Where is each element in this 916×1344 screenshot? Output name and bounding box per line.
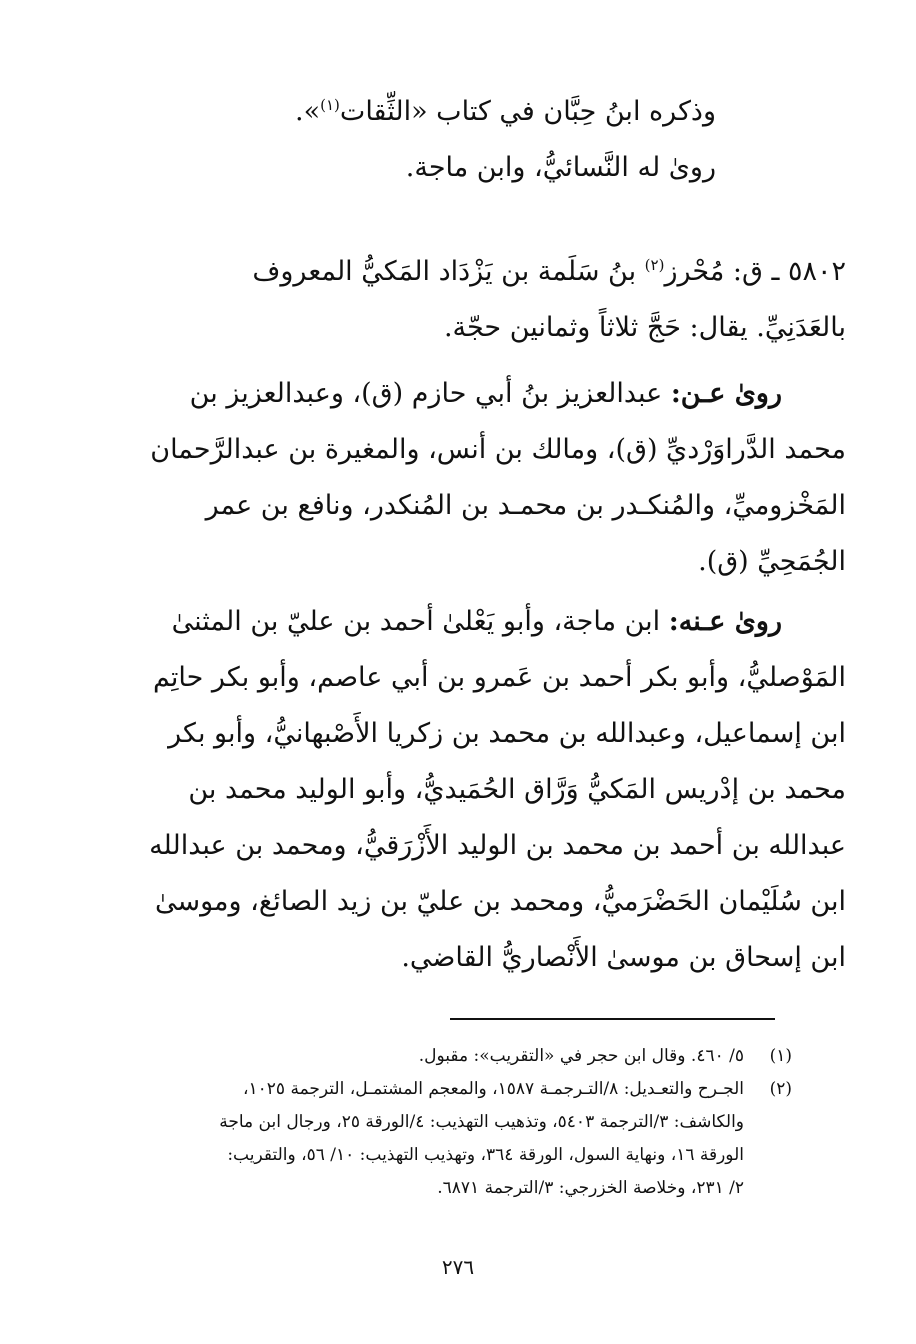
intro-line-tail: ». [295, 96, 321, 127]
footnote-body [72, 1073, 744, 1205]
rawa-anhu-line: عبدالله بن أحمد بن محمد بن الوليد الأَزْرَقيُّ، ومحمد بن عبدالله [149, 830, 846, 861]
rawa-anhu-line: المَوْصليُّ، وأبو بكر أحمد بن عَمرو بن أبي عاصم، وأبو بكر حاتِم [152, 662, 846, 693]
footnote-item [72, 1040, 792, 1073]
rawa-an-line: المَخْزوميِّ، والمُنكـدر بن محمـد بن المُنكدر، ونافع بن عمر [205, 490, 846, 521]
footnote-line: الجـرح والتعـديل: ٨/التـرجمـة ١٥٨٧، والمعجم المشتمـل، الترجمة ١٠٢٥، [243, 1079, 744, 1099]
footnote-line: الورقة ١٦، ونهاية السول، الورقة ٣٦٤، وتهذيب التهذيب: ١٠/ ٥٦، والتقريب: [227, 1145, 744, 1165]
rawa-anhu-line [66, 594, 846, 650]
footnote-number: (٢) [769, 1079, 792, 1099]
intro-line: رویٰ له النَّسائيُّ، وابن ماجة. [405, 152, 716, 183]
footnote-ref: (١) [320, 96, 340, 114]
rawa-anhu-section [66, 594, 846, 986]
rawa-anhu-line: ابن إسحاق بن موسىٰ الأَنْصاريُّ القاضي. [401, 942, 846, 973]
footnote-ref: (٢) [644, 256, 665, 274]
rawa-an-line [66, 366, 846, 422]
entry-number-name: ٥٨٠٢ ـ ق: مُحْرز [664, 256, 846, 287]
footnote-line: ٥/ ٤٦٠. وقال ابن حجر في «التقريب»: مقبول. [418, 1046, 744, 1066]
entry-heading [66, 244, 846, 356]
entry-heading-tail: بنُ سَلَمة بن يَزْدَاد المَكيُّ المعروف [252, 256, 645, 287]
footnotes [72, 1040, 792, 1205]
intro-line-text: وذكره ابنُ حِبَّان في كتاب «الثِّقات [339, 96, 716, 127]
rawa-anhu-text: ابن ماجة، وأبو يَعْلىٰ أحمد بن عليّ بن المثنىٰ [171, 606, 669, 637]
intro-line [196, 84, 716, 140]
rawa-anhu-line: محمد بن إدْريس المَكيُّ وَرَّاق الحُمَيديُّ، وأبو الوليد محمد بن [188, 774, 846, 805]
footnote-line: والكاشف: ٣/الترجمة ٥٤٠٣، وتذهيب التهذيب: ٤/الورقة ٢٥، ورجال ابن ماجة [219, 1112, 744, 1132]
rawa-an-line: محمد الدَّراوَرْديِّ (ق)، ومالك بن أنس، والمغيرة بن عبدالرَّحمان [150, 434, 846, 465]
rawa-an-text: عبدالعزيز بنُ أبي حازم (ق)، وعبدالعزيز بن [189, 378, 671, 409]
rawa-an-section [66, 366, 846, 590]
rawa-anhu-line: ابن إسماعيل، وعبدالله بن محمد بن زكريا الأَصْبهانيُّ، وأبو بكر [168, 718, 846, 749]
footnote-number: (١) [769, 1046, 792, 1066]
entry-heading-line [66, 244, 846, 300]
rawa-anhu-line: ابن سُلَيْمان الحَضْرَميُّ، ومحمد بن عليّ بن زيد الصائغ، وموسىٰ [154, 886, 846, 917]
footnote-body [72, 1040, 744, 1073]
footnote-separator [450, 1018, 775, 1020]
rawa-an-label: روىٰ عـن: [670, 378, 782, 409]
footnote-item [72, 1073, 792, 1205]
entry-heading-line: بالعَدَنِيِّ. يقال: حَجَّ ثلاثاً وثمانين حجّة. [443, 312, 846, 343]
intro-paragraph [196, 84, 716, 196]
rawa-anhu-label: روىٰ عـنه: [668, 606, 782, 637]
rawa-an-line: الجُمَحِيِّ (ق). [698, 546, 846, 577]
page-number: ٢٧٦ [441, 1255, 475, 1279]
footnote-line: ٢/ ٢٣١، وخلاصة الخزرجي: ٣/الترجمة ٦٨٧١. [437, 1178, 744, 1198]
